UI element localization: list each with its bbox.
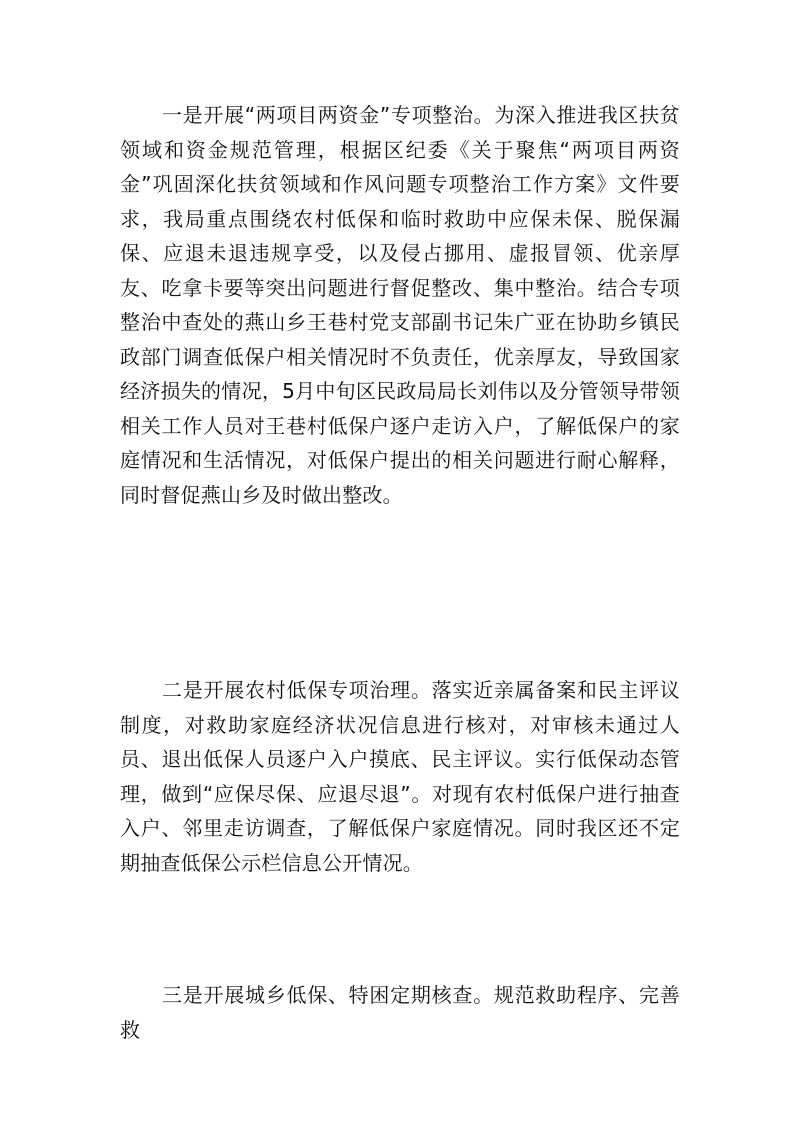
paragraph-2: 二是开展农村低保专项治理。落实近亲属备案和民主评议制度，对救助家庭经济状况信息进行核对，对审核未通过人员、退出低保人员逐户入户摸底、民主评议。实行低保动态管理，做到“应保尽保、应退尽退”。对现有农村低保户进行抽查入户、邻里走访调查，了解低保户家庭情况。同时我区还不定期抽查低保公示栏信息公开情况。 bbox=[120, 678, 680, 875]
paragraph-1: 一是开展“两项目两资金”专项整治。为深入推进我区扶贫领域和资金规范管理，根据区纪委《关于聚焦“两项目两资金”巩固深化扶贫领域和作风问题专项整治工作方案》文件要求，我局重点围绕农村低保和临时救助中应保未保、脱保漏保、应退未退违规享受，以及侵占挪用、虚报冒领、优亲厚友、吃拿卡要等突出问题进行督促整改、集中整治。结合专项整治中查处的燕山乡王巷村党支部副书记朱广亚在协助乡镇民政部门调查低保户相关情况时不负责任，优亲厚友，导致国家经济损失的情况，5月中旬区民政局局长刘伟以及分管领导带领相关工作人员对王巷村低保户逐户走访入户，了解低保户的家庭情况和生活情况，对低保户提出的相关问题进行耐心解释，同时督促燕山乡及时做出整改。 bbox=[120, 103, 680, 507]
paragraph-3: 三是开展城乡低保、特困定期核查。规范救助程序、完善救 bbox=[120, 983, 680, 1042]
